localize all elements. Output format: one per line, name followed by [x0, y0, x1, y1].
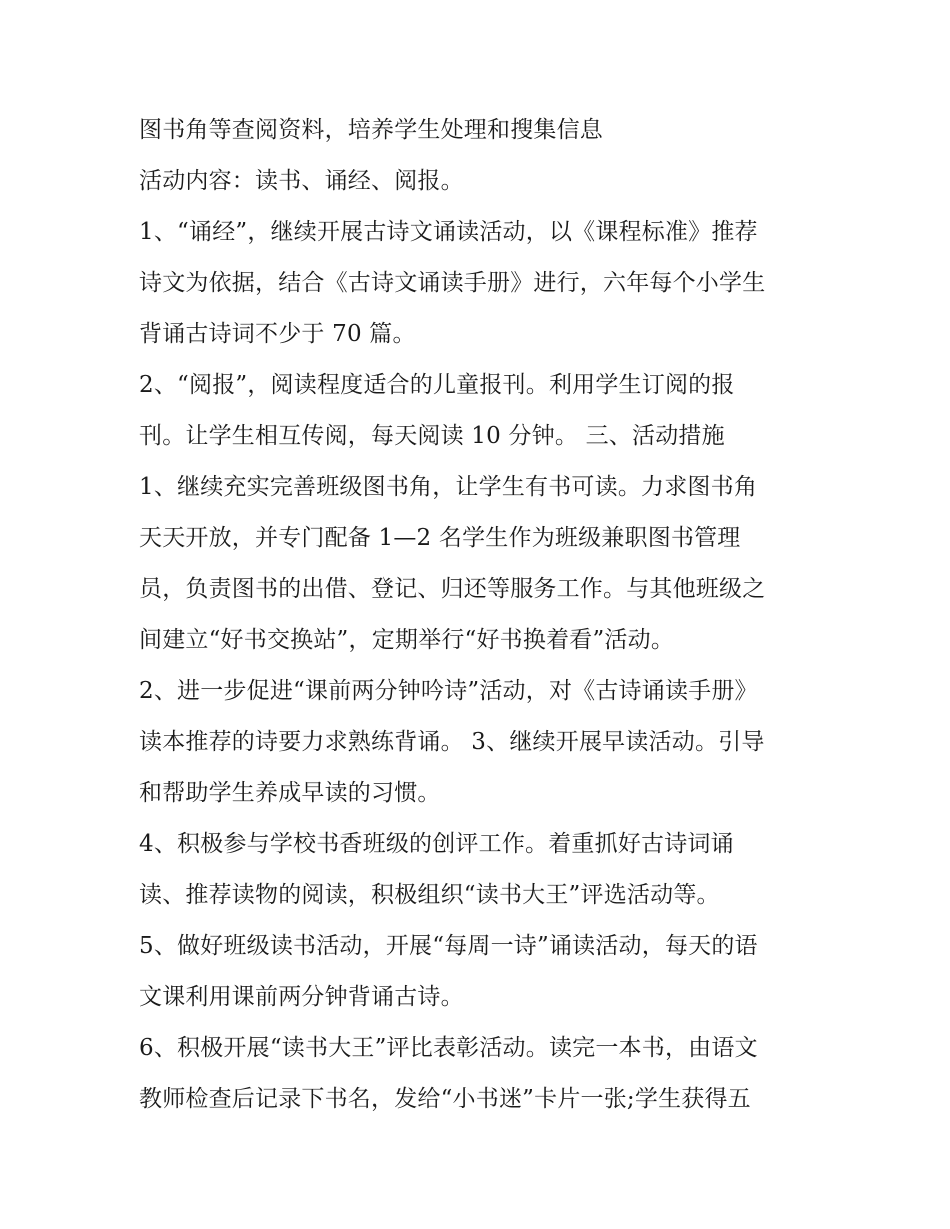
text-line: 4、积极参与学校书香班级的创评工作。着重抓好古诗词诵: [139, 831, 734, 857]
text-line: 5、做好班级读书活动，开展“每周一诗”诵读活动，每天的语: [139, 933, 758, 959]
text-line: 刊。让学生相互传阅，每天阅读 10 分钟。 三、活动措施: [139, 423, 725, 449]
text-line: 6、积极开展“读书大王”评比表彰活动。读完一本书，由语文: [139, 1035, 758, 1061]
text-line: 2、进一步促进“课前两分钟吟诗”活动，对《古诗诵读手册》: [139, 678, 758, 704]
text-line: 读、推荐读物的阅读，积极组织“读书大王”评选活动等。: [139, 882, 720, 908]
text-line: 员，负责图书的出借、登记、归还等服务工作。与其他班级之: [139, 576, 766, 602]
text-line: 1、继续充实完善班级图书角，让学生有书可读。力求图书角: [139, 474, 758, 500]
text-line: 天天开放，并专门配备 1—2 名学生作为班级兼职图书管理: [139, 525, 741, 551]
text-line: 诗文为依据，结合《古诗文诵读手册》进行，六年每个小学生: [139, 270, 766, 296]
text-line: 和帮助学生养成早读的习惯。: [139, 780, 441, 806]
text-line: 背诵古诗词不少于 70 篇。: [139, 321, 416, 347]
text-line: 图书角等查阅资料，培养学生处理和搜集信息: [139, 117, 603, 143]
text-line: 读本推荐的诗要力求熟练背诵。 3、继续开展早读活动。引导: [139, 729, 765, 755]
text-line: 2、“阅报”，阅读程度适合的儿童报刊。利用学生订阅的报: [139, 372, 735, 398]
text-line: 间建立“好书交换站”，定期举行“好书换着看”活动。: [139, 627, 675, 653]
text-line: 1、“诵经”，继续开展古诗文诵读活动，以《课程标准》推荐: [139, 219, 758, 245]
text-line: 文课利用课前两分钟背诵古诗。: [139, 984, 464, 1010]
text-line: 活动内容：读书、诵经、阅报。: [139, 168, 464, 194]
document-body: [139, 110, 829, 1130]
text-line: 教师检查后记录下书名，发给“小书迷”卡片一张;学生获得五: [139, 1086, 751, 1112]
